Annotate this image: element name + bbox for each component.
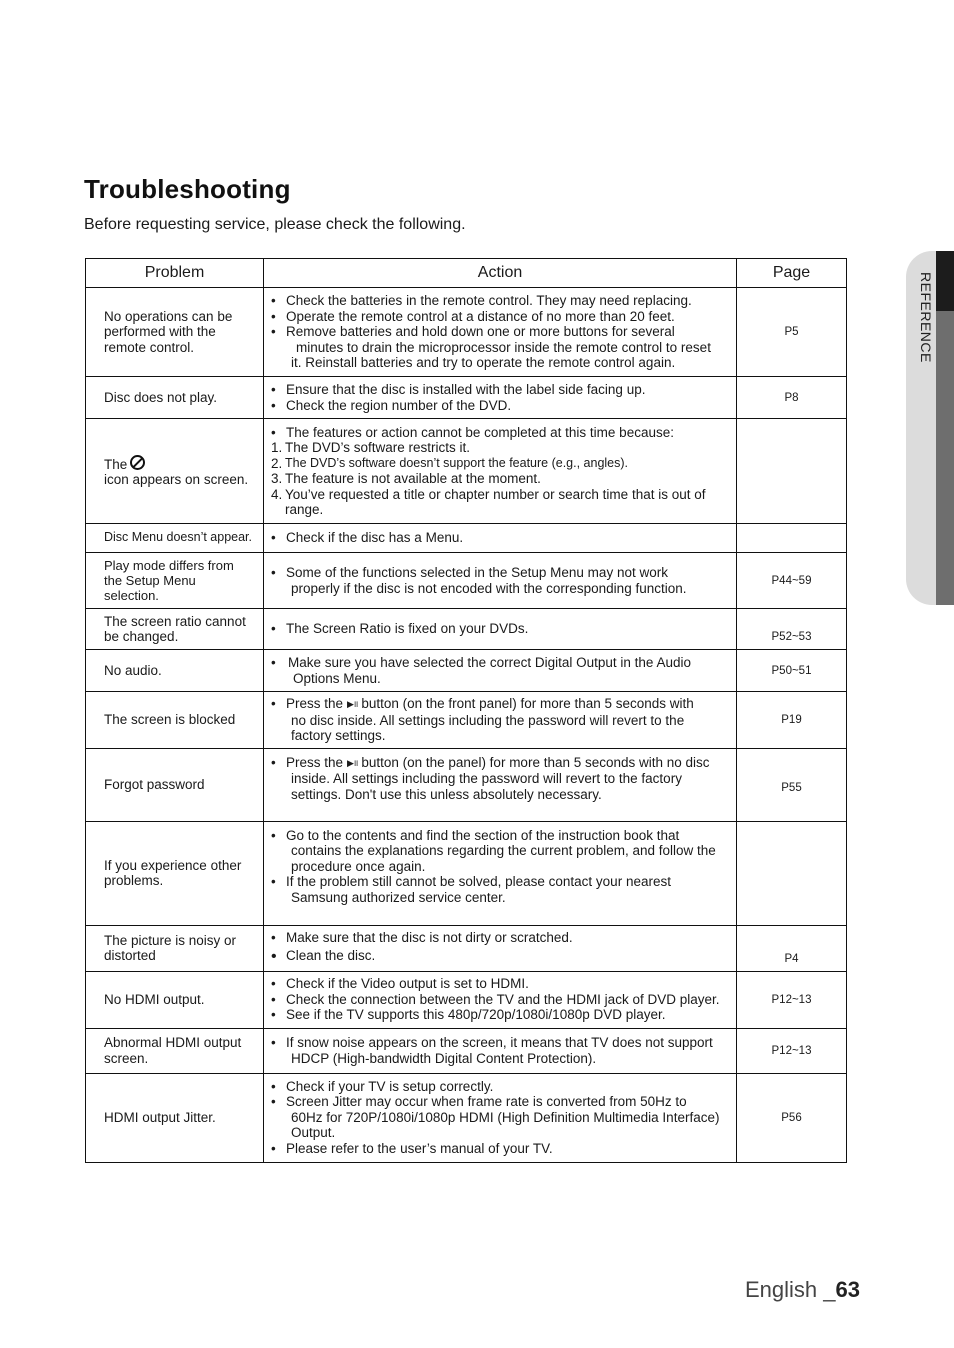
action-text: it. Reinstall batteries and try to operate the remote control again. (291, 355, 676, 371)
page-cell: P50~51 (737, 650, 847, 692)
action-text: contains the explanations regarding the current problem, and follow the (291, 843, 716, 858)
action-cell (264, 1028, 737, 1073)
problem-cell: Disc does not play. (86, 377, 264, 419)
table-row (86, 971, 847, 1028)
action-text: Clean the disc. (286, 947, 376, 963)
bullet: • (271, 1140, 276, 1156)
problem-cell: The screen ratio cannot be changed. (86, 609, 264, 650)
footer-language: English _ (745, 1277, 836, 1302)
list-number: 1. (271, 440, 283, 455)
bullet: • (271, 827, 276, 843)
action-text: settings. Don't use this unless absolutely necessary. (291, 786, 602, 802)
bullet: • (271, 397, 276, 413)
action-text: Ensure that the disc is installed with the label side facing up. (286, 382, 646, 397)
action-text: Remove batteries and hold down one or more buttons for several (286, 324, 675, 340)
action-text: Press the (286, 754, 344, 770)
action-cell (264, 288, 737, 377)
bullet: • (271, 424, 276, 440)
page-cell: P19 (737, 692, 847, 749)
problem-cell: Disc Menu doesn’t appear. (86, 524, 264, 553)
table-row (86, 609, 847, 650)
action-cell (264, 748, 737, 821)
bullet: • (271, 1035, 276, 1050)
action-cell (264, 419, 737, 524)
action-text: properly if the disc is not encoded with the corresponding function. (291, 580, 687, 596)
action-text: See if the TV supports this 480p/720p/1080i/1080p DVD player. (286, 1007, 666, 1023)
action-cell (264, 971, 737, 1028)
action-text: The feature is not available at the moment. (285, 471, 541, 486)
troubleshooting-table (85, 258, 847, 1163)
page-footer (745, 1277, 860, 1303)
action-text: Go to the contents and find the section of the instruction book that (286, 827, 680, 843)
problem-prefix: The (104, 456, 128, 472)
prohibited-icon (130, 455, 145, 470)
bullet: • (271, 621, 276, 637)
page-title: Troubleshooting (84, 174, 291, 204)
table-header-row (86, 259, 847, 288)
bullet: • (271, 293, 276, 309)
action-text: inside. All settings including the password will revert to the factory (291, 771, 682, 786)
side-tab-marker (936, 251, 954, 311)
table-row (86, 925, 847, 971)
play-pause-icon: ▶॥ (347, 757, 358, 768)
problem-cell: The picture is noisy or distorted (86, 925, 264, 971)
action-text: Screen Jitter may occur when frame rate is converted from 50Hz to (286, 1094, 687, 1110)
action-text: no disc inside. All settings including the password will revert to the factory settings. (291, 712, 685, 743)
action-text: button (on the front panel) for more than 5 seconds with (361, 696, 694, 711)
page-cell: P4 (737, 925, 847, 971)
problem-cell: Play mode differs from the Setup Menu selection. (86, 553, 264, 609)
action-text: Output. (291, 1125, 336, 1141)
action-text: Options Menu. (293, 670, 381, 686)
list-number: 3. (271, 471, 283, 486)
action-text: If snow noise appears on the screen, it means that TV does not support (286, 1035, 713, 1050)
action-text: Please refer to the user’s manual of your TV. (286, 1140, 553, 1156)
action-text: Check the region number of the DVD. (286, 397, 512, 413)
action-text: Press the (286, 696, 344, 711)
table-row (86, 553, 847, 609)
page-cell: P52~53 (737, 609, 847, 650)
problem-cell: Forgot password (86, 748, 264, 821)
bullet: • (271, 324, 276, 340)
page-cell: P8 (737, 377, 847, 419)
action-cell (264, 925, 737, 971)
page-cell: P56 (737, 1073, 847, 1162)
problem-cell: If you experience other problems. (86, 821, 264, 925)
bullet: • (271, 565, 276, 580)
table-row (86, 692, 847, 749)
table-row (86, 821, 847, 925)
action-cell (264, 692, 737, 749)
table-row (86, 377, 847, 419)
page-cell: P44~59 (737, 553, 847, 609)
action-cell (264, 524, 737, 553)
table-row (86, 1028, 847, 1073)
bullet: • (271, 991, 276, 1007)
action-text: The DVD’s software restricts it. (285, 440, 471, 455)
action-text: Make sure that the disc is not dirty or scratched. (286, 930, 573, 946)
action-text: Check if the Video output is set to HDMI. (286, 976, 529, 992)
action-text: Operate the remote control at a distance of no more than 20 feet. (286, 308, 675, 324)
page-cell: P5 (737, 288, 847, 377)
problem-text: icon appears on screen. (104, 472, 249, 487)
bullet: • (271, 655, 276, 670)
action-text: If the problem still cannot be solved, please contact your nearest (286, 874, 671, 889)
bullet: • (271, 947, 277, 965)
action-text: Samsung authorized service center. (291, 889, 506, 905)
bullet: • (271, 308, 276, 324)
problem-cell: No audio. (86, 650, 264, 692)
problem-cell: HDMI output Jitter. (86, 1073, 264, 1162)
table-row (86, 650, 847, 692)
bullet: • (271, 530, 276, 546)
bullet: • (271, 1007, 276, 1023)
table-row (86, 1073, 847, 1162)
header-page: Page (737, 259, 847, 288)
action-text: Check the connection between the TV and the HDMI jack of DVD player. (286, 991, 720, 1007)
action-text: minutes to drain the microprocessor inside the remote control to reset (296, 339, 711, 355)
problem-cell (86, 419, 264, 524)
action-cell (264, 609, 737, 650)
bullet: • (271, 382, 276, 397)
action-text: Check if your TV is setup correctly. (286, 1078, 494, 1094)
problem-cell: No operations can be performed with the remote control. (86, 288, 264, 377)
header-action: Action (264, 259, 737, 288)
action-cell (264, 821, 737, 925)
problem-cell: Abnormal HDMI output screen. (86, 1028, 264, 1073)
page-subtitle: Before requesting service, please check the following. (84, 216, 466, 233)
page-cell: P12~13 (737, 1028, 847, 1073)
action-cell (264, 650, 737, 692)
bullet: • (271, 754, 276, 770)
side-tab-label: REFERENCE (918, 272, 934, 363)
action-text: HDCP (High-bandwidth Digital Content Protection). (291, 1050, 597, 1066)
action-cell (264, 553, 737, 609)
bullet: • (271, 930, 276, 946)
action-text: Check the batteries in the remote control. They may need replacing. (286, 293, 692, 309)
table-row (86, 748, 847, 821)
action-text: button (on the panel) for more than 5 seconds with no disc (361, 754, 710, 770)
page-cell: P12~13 (737, 971, 847, 1028)
action-text: The DVD’s software doesn’t support the feature (e.g., angles). (285, 455, 629, 470)
action-text: You’ve requested a title or chapter number or search time that is out of (285, 486, 706, 502)
action-text: Some of the functions selected in the Setup Menu may not work (286, 565, 668, 580)
bullet: • (271, 696, 276, 711)
bullet: • (271, 976, 276, 992)
action-text: The features or action cannot be completed at this time because: (286, 424, 674, 440)
bullet: • (271, 1078, 276, 1094)
bullet: • (271, 874, 276, 889)
action-text: 60Hz for 720P/1080i/1080p HDMI (High Definition Multimedia Interface) (291, 1109, 720, 1125)
page-cell (737, 821, 847, 925)
action-text: Check if the disc has a Menu. (286, 530, 464, 546)
page-cell: P55 (737, 748, 847, 821)
header-problem: Problem (86, 259, 264, 288)
action-cell (264, 1073, 737, 1162)
action-text: The Screen Ratio is fixed on your DVDs. (286, 621, 529, 637)
page-cell (737, 419, 847, 524)
table-row (86, 419, 847, 524)
table-row (86, 524, 847, 553)
bullet: • (271, 1094, 276, 1110)
list-number: 4. (271, 486, 283, 502)
table-row (86, 288, 847, 377)
action-text: Make sure you have selected the correct Digital Output in the Audio (288, 655, 691, 670)
problem-cell: No HDMI output. (86, 971, 264, 1028)
action-text: procedure once again. (291, 858, 426, 874)
action-cell (264, 377, 737, 419)
action-text: range. (285, 502, 324, 517)
page-number: 63 (835, 1277, 860, 1302)
page-cell (737, 524, 847, 553)
list-number: 2. (271, 455, 283, 471)
play-pause-icon: ▶॥ (347, 699, 358, 709)
problem-cell: The screen is blocked (86, 692, 264, 749)
